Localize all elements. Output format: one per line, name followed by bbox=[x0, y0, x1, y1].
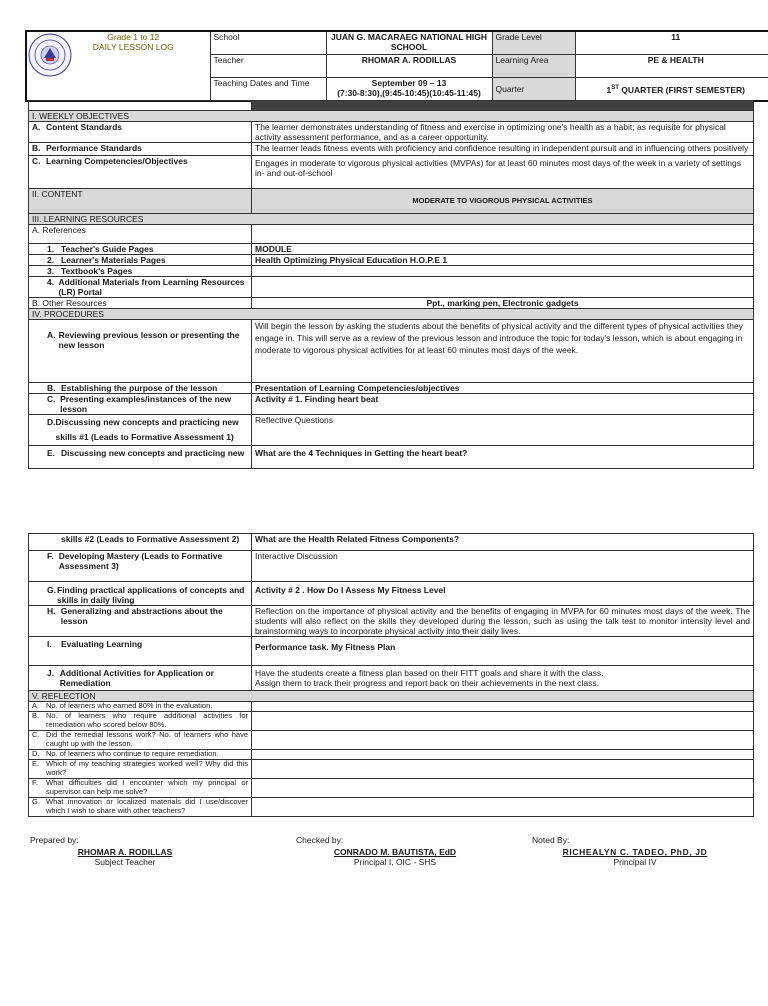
checked-by-role: Principal I, OIC - SHS bbox=[353, 857, 437, 867]
prepared-by-label: Prepared by: bbox=[30, 835, 79, 845]
performance-standards-label: B. Performance Standards bbox=[29, 143, 252, 156]
proc-j-line1: Have the students create a fitness plan based on their FITT goals and share it with the class. bbox=[255, 668, 604, 678]
checked-by-label: Checked by: bbox=[296, 835, 344, 845]
references-label: A. References bbox=[29, 225, 252, 244]
lm-pages-label: 2. Learner's Materials Pages bbox=[29, 255, 252, 266]
proc-g-label: G. Finding practical applications of concepts and skills in daily living bbox=[29, 582, 252, 606]
proc-g-value: Activity # 2 . How Do I Assess My Fitness Level bbox=[252, 582, 754, 606]
proc-c-label: C. Presenting examples/instances of the new lesson bbox=[29, 394, 252, 415]
content-heading: II. CONTENT bbox=[29, 189, 252, 214]
reflection-b-value bbox=[252, 712, 754, 731]
lr-portal-value bbox=[252, 277, 754, 298]
content-value: MODERATE TO VIGOROUS PHYSICAL ACTIVITIES bbox=[252, 189, 754, 214]
dark-header-bar bbox=[252, 101, 754, 111]
proc-e-label: E. Discussing new concepts and practicing new bbox=[29, 446, 252, 469]
proc-a-value: Will begin the lesson by asking the students about the benefits of physical activity and the different types of physical activities they engage in. This will serve as a review of the previous lesson and introduce the topic for today's lesson, which is about engaging in moderate to vigorous physical activities for at least 60 minutes most days of the week. bbox=[252, 320, 754, 383]
objectives-heading: I. WEEKLY OBJECTIVES bbox=[29, 111, 754, 122]
proc-b-value: Presentation of Learning Competencies/objectives bbox=[252, 383, 754, 394]
performance-standards-value: The learner leads fitness events with proficiency and confidence resulting in independent pursuit and in influencing others positively bbox=[252, 143, 754, 156]
teacher-name: RHOMAR A. RODILLAS bbox=[326, 55, 492, 78]
grade-level-label: Grade Level bbox=[492, 31, 575, 55]
reflection-g: G. What innovation or localized materials did I use/discover which I wish to share with other teachers? bbox=[29, 798, 252, 817]
proc-e-cont-label: skills #2 (Leads to Formative Assessment 2) bbox=[29, 534, 252, 551]
log-title: DAILY LESSON LOG bbox=[92, 42, 174, 52]
reflection-b: B. No. of learners who require additional activities for remediation who scored below 80%. bbox=[29, 712, 252, 731]
reflection-f: F. What difficulties did I encounter which my principal or supervisor can help me solve? bbox=[29, 779, 252, 798]
reflection-a-value bbox=[252, 702, 754, 712]
reflection-c: C. Did the remedial lessons work? No. of learners who have caught up with the lesson. bbox=[29, 731, 252, 750]
checked-by-name: CONRADO M. BAUTISTA, EdD bbox=[333, 847, 457, 857]
prepared-by-role: Subject Teacher bbox=[94, 857, 156, 867]
reflection-d-value bbox=[252, 750, 754, 760]
proc-j-line2: Assign them to track their progress and report back on their achievements in the next class. bbox=[255, 678, 599, 688]
reflection-d: D. No. of learners who continue to require remediation. bbox=[29, 750, 252, 760]
lr-portal-label: 4. Additional Materials from Learning Resources (LR) Portal bbox=[29, 277, 252, 298]
times-value: (7:30-8:30),(9:45-10:45)(10:45-11:45) bbox=[337, 88, 481, 98]
proc-h-value: Reflection on the importance of physical activity and the benefits of engaging in MVPA for 60 minutes most days of the week. The students will also reflect on the skills they developed during the lesson, such as using the talk test to monitor intensity level and brainstorming ways to incorporate physical activity into their daily lives. bbox=[252, 606, 754, 637]
lesson-table-page2 bbox=[28, 533, 754, 817]
other-resources-value: Ppt., marking pen, Electronic gadgets bbox=[252, 298, 754, 309]
tg-pages-value: MODULE bbox=[252, 244, 754, 255]
grade-range: Grade 1 to 12 bbox=[107, 32, 160, 42]
dates-cell bbox=[326, 78, 492, 102]
grade-level-value: 11 bbox=[575, 31, 768, 55]
tg-pages-label: 1. Teacher's Guide Pages bbox=[29, 244, 252, 255]
references-value bbox=[252, 225, 754, 244]
dates-value: September 09 – 13 bbox=[371, 78, 447, 88]
noted-by-role: Principal IV bbox=[613, 857, 657, 867]
proc-c-value: Activity # 1. Finding heart beat bbox=[252, 394, 754, 415]
proc-a-label: A. Reviewing previous lesson or presenting the new lesson bbox=[29, 320, 252, 383]
lm-pages-value: Health Optimizing Physical Education H.O.P.E 1 bbox=[252, 255, 754, 266]
other-resources-label: B. Other Resources bbox=[29, 298, 252, 309]
proc-e-value: What are the 4 Techniques in Getting the heart beat? bbox=[252, 446, 754, 469]
procedures-heading: IV. PROCEDURES bbox=[29, 309, 754, 320]
reflection-e: E. Which of my teaching strategies worked well? Why did this work? bbox=[29, 760, 252, 779]
quarter-rest: QUARTER (FIRST SEMESTER) bbox=[618, 84, 745, 95]
proc-f-label: F. Developing Mastery (Leads to Formative Assessment 3) bbox=[29, 551, 252, 582]
header-table bbox=[25, 30, 768, 102]
quarter-value bbox=[575, 78, 768, 102]
teacher-label: Teacher bbox=[210, 55, 326, 78]
reflection-f-value bbox=[252, 779, 754, 798]
prepared-by-name: RHOMAR A. RODILLAS bbox=[77, 847, 173, 857]
proc-e-cont-value: What are the Health Related Fitness Components? bbox=[252, 534, 754, 551]
proc-j-value bbox=[252, 666, 754, 691]
proc-d-value: Reflective Questions bbox=[252, 415, 754, 446]
header-title-cell bbox=[26, 31, 210, 101]
reflection-heading: V. REFLECTION bbox=[29, 691, 754, 702]
learning-area-label: Learning Area bbox=[492, 55, 575, 78]
competencies-value: Engages in moderate to vigorous physical activities (MVPAs) for at least 60 minutes most days of the week in a variety of settings in- and out-of-school bbox=[252, 156, 754, 189]
textbook-pages-value bbox=[252, 266, 754, 277]
proc-b-label: B. Establishing the purpose of the lesson bbox=[29, 383, 252, 394]
reflection-e-value bbox=[252, 760, 754, 779]
lesson-table-page1 bbox=[28, 100, 754, 469]
proc-d-label: D. Discussing new concepts and practicing new skills #1 (Leads to Formative Assessment 1) bbox=[29, 415, 252, 446]
noted-by-block bbox=[555, 847, 715, 867]
blank-top-cell bbox=[29, 101, 252, 111]
resources-heading: III. LEARNING RESOURCES bbox=[29, 214, 754, 225]
proc-h-label: H. Generalizing and abstractions about the lesson bbox=[29, 606, 252, 637]
reflection-g-value bbox=[252, 798, 754, 817]
quarter-sup: ST bbox=[611, 85, 619, 92]
quarter-label: Quarter bbox=[492, 78, 575, 102]
competencies-label: C. Learning Competencies/Objectives bbox=[29, 156, 252, 189]
reflection-c-value bbox=[252, 731, 754, 750]
noted-by-label: Noted By: bbox=[532, 835, 570, 845]
dates-label: Teaching Dates and Time bbox=[210, 78, 326, 102]
content-standards-label: A. Content Standards bbox=[29, 122, 252, 143]
learning-area-value: PE & HEALTH bbox=[575, 55, 768, 78]
proc-f-value: Interactive Discussion bbox=[252, 551, 754, 582]
school-label: School bbox=[210, 31, 326, 55]
proc-j-label: J. Additional Activities for Application or Remediation bbox=[29, 666, 252, 691]
proc-i-value: Performance task. My Fitness Plan bbox=[252, 637, 754, 666]
noted-by-name: RICHEALYN C. TADEO, PhD, JD bbox=[562, 847, 708, 857]
prepared-by-block bbox=[60, 847, 190, 867]
proc-i-label: I. Evaluating Learning bbox=[29, 637, 252, 666]
quarter-num: 1 bbox=[606, 84, 612, 95]
textbook-pages-label: 3. Textbook's Pages bbox=[29, 266, 252, 277]
reflection-a: A. No. of learners who earned 80% in the evaluation. bbox=[29, 702, 252, 712]
content-standards-value: The learner demonstrates understanding of fitness and exercise in optimizing one's health as a habit; as requisite for physical activity assessment performance, and as a career opportunity. bbox=[252, 122, 754, 143]
school-name: JUAN G. MACARAEG NATIONAL HIGH SCHOOL bbox=[326, 31, 492, 55]
checked-by-block bbox=[320, 847, 470, 867]
